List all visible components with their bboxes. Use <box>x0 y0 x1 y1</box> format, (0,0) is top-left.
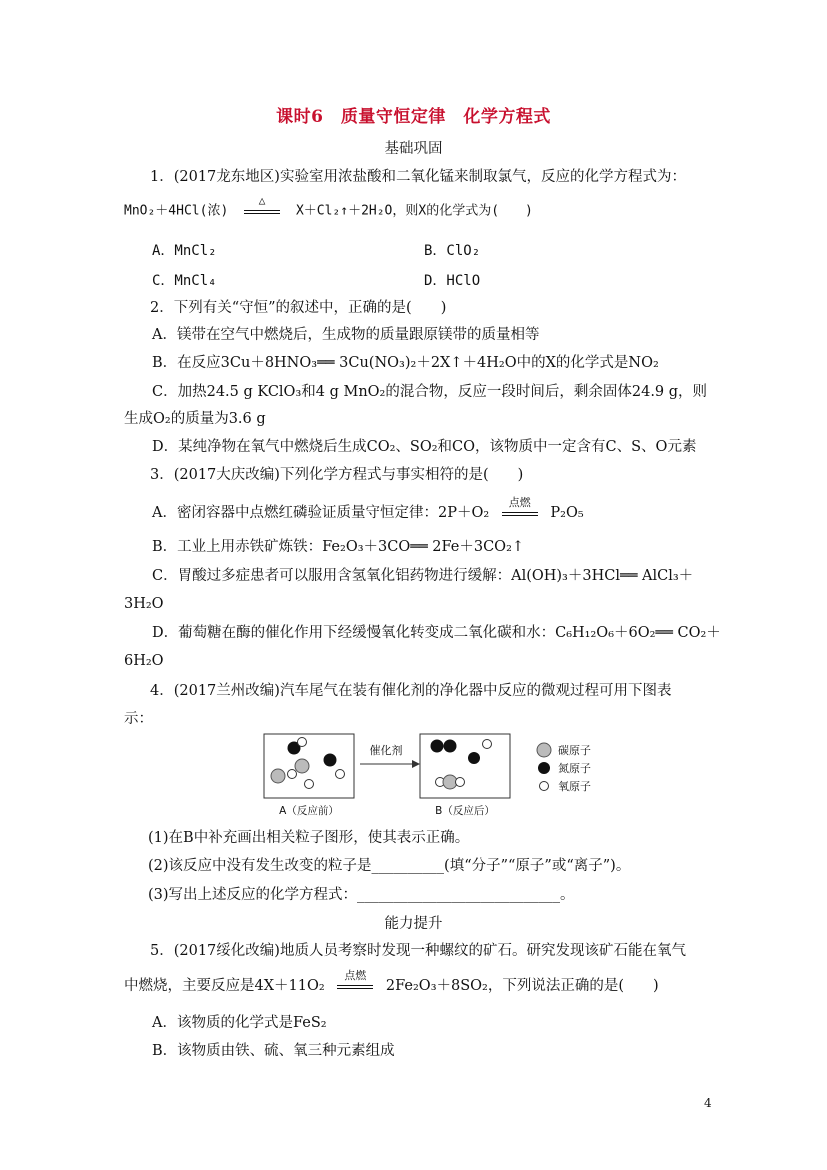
q2-option-d: D．某纯净物在氧气中燃烧后生成CO₂、SO₂和CO，该物质中一定含有C、S、O元素 <box>152 439 697 455</box>
q1-eq-right: X＋Cl₂↑＋2H₂O，则X的化学式为( ) <box>295 203 533 219</box>
q3-a-left: A．密闭容器中点燃红磷验证质量守恒定律：2P＋O₂ <box>152 505 490 521</box>
ignite-label: 点燃 <box>508 496 531 509</box>
arrow-head <box>412 760 420 768</box>
q2-stem: 2．下列有关“守恒”的叙述中，正确的是( ) <box>150 300 447 316</box>
q5-stem-line2 <box>124 969 659 996</box>
q5-option-a: A．该物质的化学式是FeS₂ <box>152 1015 327 1031</box>
box-b-label: B（反应后） <box>435 805 495 817</box>
q4-part3: (3)写出上述反应的化学方程式：____________________________。 <box>148 887 575 903</box>
q2-option-b: B．在反应3Cu＋8HNO₃══ 3Cu(NO₃)₂＋2X↑＋4H₂O中的X的化学式是NO₂ <box>152 355 659 371</box>
legend-oxygen: 氧原子 <box>558 780 591 793</box>
q3-option-a <box>152 496 584 523</box>
legend-oxygen-icon <box>540 782 549 791</box>
q2-option-c-line1: C．加热24.5 g KClO₃和4 g MnO₂的混合物，反应一段时间后，剩余固体24.9 g，则 <box>152 384 708 400</box>
oxygen-atom <box>336 770 345 779</box>
q3-stem: 3．(2017大庆改编)下列化学方程式与事实相符的是( ) <box>150 467 524 483</box>
reaction-diagram <box>262 730 602 822</box>
q3-option-c-line2: 3H₂O <box>124 596 164 612</box>
nitrogen-atom <box>431 740 444 753</box>
carbon-atom <box>271 769 285 783</box>
q3-option-d-line1: D．葡萄糖在酶的催化作用下经缓慢氧化转变成二氧化碳和水：C₆H₁₂O₆＋6O₂══ CO₂＋ <box>152 625 721 641</box>
legend-carbon: 碳原子 <box>558 744 591 757</box>
oxygen-atom <box>483 740 492 749</box>
q1-eq-condition <box>242 194 282 221</box>
q1-option-d: D．HClO <box>424 273 481 289</box>
oxygen-atom <box>298 738 307 747</box>
oxygen-atom <box>305 780 314 789</box>
page-title: 课时6 质量守恒定律 化学方程式 <box>276 107 551 127</box>
q5-eq-left: 中燃烧，主要反应是4X＋11O₂ <box>124 978 325 994</box>
q1-eq-left: MnO₂＋4HCl(浓) <box>124 203 229 219</box>
carbon-atom <box>295 759 309 773</box>
q5-stem-line1: 5．(2017绥化改编)地质人员考察时发现一种螺纹的矿石。研究发现该矿石能在氧气 <box>150 943 686 959</box>
q3-a-right: P₂O₅ <box>550 505 584 521</box>
q1-equation <box>124 194 533 222</box>
oxygen-atom <box>288 770 297 779</box>
oxygen-atom <box>456 778 465 787</box>
heat-symbol: △ <box>258 194 266 207</box>
q3-option-b: B．工业上用赤铁矿炼铁：Fe₂O₃＋3CO══ 2Fe＋3CO₂↑ <box>152 539 525 555</box>
q3-a-condition <box>500 496 540 523</box>
legend-carbon-icon <box>537 743 551 757</box>
q4-part2: (2)该反应中没有发生改变的粒子是__________(填“分子”“原子”或“离子”)。 <box>148 858 631 874</box>
page-number: 4 <box>704 1096 712 1110</box>
q5-eq-condition <box>335 969 375 996</box>
q2-option-c-line2: 生成O₂的质量为3.6 g <box>124 411 266 427</box>
q4-stem-line1: 4．(2017兰州改编)汽车尾气在装有催化剂的净化器中反应的微观过程可用下图表 <box>150 683 672 699</box>
carbon-atom <box>443 775 457 789</box>
q3-option-d-line2: 6H₂O <box>124 653 164 669</box>
q5-eq-right: 2Fe₂O₃＋8SO₂，下列说法正确的是( ) <box>385 978 659 994</box>
q4-part1: (1)在B中补充画出相关粒子图形，使其表示正确。 <box>148 830 470 846</box>
ignite-label: 点燃 <box>344 969 367 982</box>
q1-stem: 1．(2017龙东地区)实验室用浓盐酸和二氧化锰来制取氯气，反应的化学方程式为： <box>150 169 686 185</box>
nitrogen-atom <box>444 740 457 753</box>
legend-nitrogen-icon <box>538 762 550 774</box>
q1-option-b: B．ClO₂ <box>424 243 481 259</box>
catalyst-label: 催化剂 <box>369 744 403 757</box>
q2-option-a: A．镁带在空气中燃烧后，生成物的质量跟原镁带的质量相等 <box>152 327 540 343</box>
legend-nitrogen: 氮原子 <box>558 762 591 775</box>
q4-stem-line2: 示： <box>124 711 153 727</box>
nitrogen-atom <box>468 752 480 764</box>
q5-option-b: B．该物质由铁、硫、氧三种元素组成 <box>152 1043 395 1059</box>
q3-option-c-line1: C．胃酸过多症患者可以服用含氢氧化铝药物进行缓解：Al(OH)₃＋3HCl══ AlCl₃＋ <box>152 568 694 584</box>
q1-option-c: C．MnCl₄ <box>152 273 217 289</box>
section-heading-basic: 基础巩固 <box>384 141 443 157</box>
q1-option-a: A．MnCl₂ <box>152 243 217 259</box>
box-a-label: A（反应前） <box>279 805 339 817</box>
section-heading-advanced: 能力提升 <box>384 916 443 932</box>
nitrogen-atom <box>324 754 337 767</box>
